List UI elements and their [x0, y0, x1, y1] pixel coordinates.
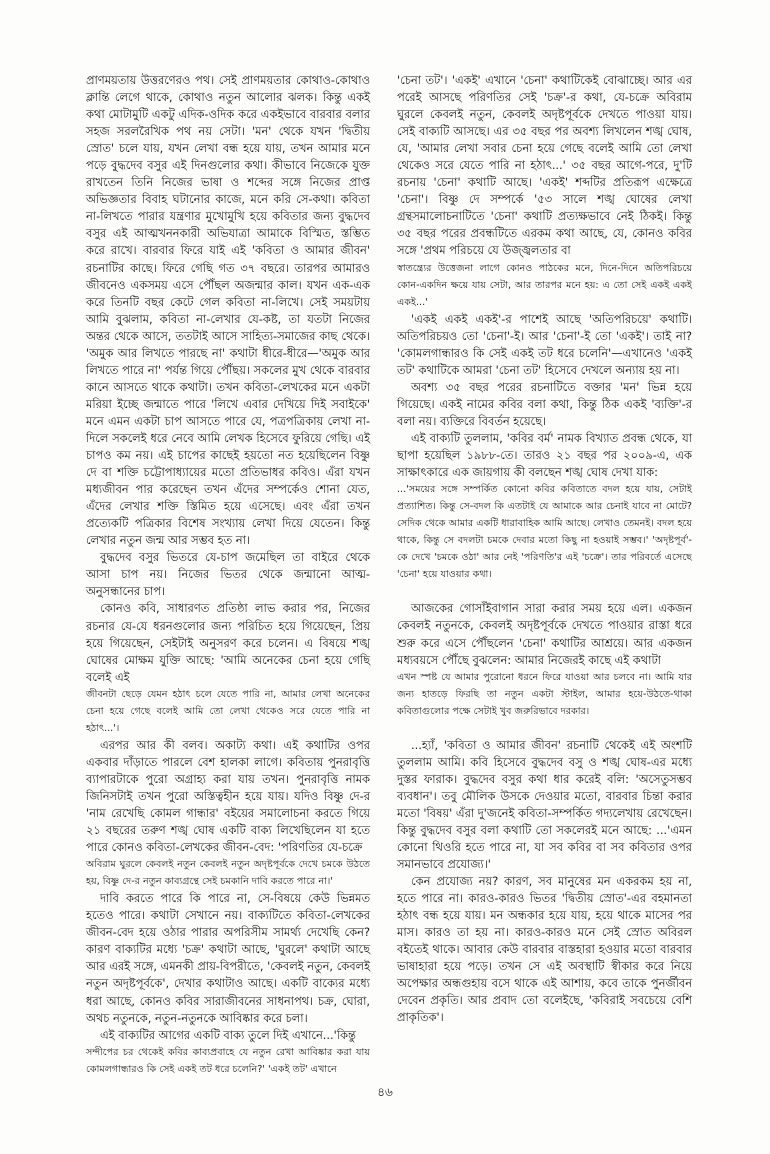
quote-block: স্বাতন্ত্র্যের উত্তেজনা লাগে কোনও পাঠকের মনে, দিনে-দিনে অতিপরিচয়ে কোন-একদিন ক্ষয়ে যায় সেটা, আর তারপর মনে হয়: এ তো সেই একই একই একই...' — [397, 262, 692, 308]
paragraph: কোনও কবি, সাধারণত প্রতিষ্ঠা লাভ করার পর, নিজের রচনার যে-যে ধরনগুলোর জন্য পরিচিত হয়ে গিয়েছেন, প্রিয় হয়ে গিয়েছেন, সেইটাই অনুসরণ করে চলেন। এ বিষয়ে শঙ্খ ঘোষের মোক্ষম যুক্তি আছে: 'আমি অনেকের চেনা হয়ে গেছি বলেই এই — [86, 601, 370, 684]
left-column — [86, 72, 370, 1078]
quote-block: এখন স্পষ্ট যে আমার পুরোনো ধরনে ফিরে যাওয়া আর চলবে না। আমি যার জন্য হাতড়ে ফিরছি তা নতুন একটা স্টাইল, আমার হয়ে-উঠতে-থাকা কবিতাগুলোর পক্ষে সেটাই খুব জরুরিভাবে দরকার। — [397, 671, 692, 717]
quote-block: সন্দীপের চর থেকেই কবির কাব্যপ্রবাহে যে নতুন রেখা আবিষ্কার করা যায় কোমলগান্ধারও কি সেই একই তট ধরে চলেনি?' 'একই তট' এখানে — [86, 1046, 370, 1075]
paragraph: ...হ্যাঁ, 'কবিতা ও আমার জীবন' রচনাটি থেকেই এই অংশটি তুললাম আমি। কবি হিসেবে বুদ্ধদেব বসু ও শঙ্খ ঘোষ-এর মধ্যে দুস্তর ফারাক। বুদ্ধদেব বসুর কথা ধার করেই বলি: 'অসেতুসম্ভব ব্যবধান'। তবু মৌলিক উসকে দেওয়ার মতো, বারবার চিন্তা করার মতো 'বিষয়' এঁরা দু'জনেই কবিতা-সম্পর্কিত গদ্যলেখায় রেখেছেন। কিন্তু বুদ্ধদেব বসুর বলা কথাটি তো সকলেরই মনে আছে: ...'এমন কোনো থিওরি হতে পারে না, যা সব কবির বা সব কবিতার ওপর সমানভাবে প্রযোজ্য।' — [397, 737, 692, 872]
right-column — [397, 72, 692, 1027]
quote-block: জীবনটা ছেড়ে যেমন হঠাৎ চলে যেতে পারি না, আমার লেখা অনেকের চেনা হয়ে গেছে বলেই আমি তো লেখা থেকেও সরে যেতে পারি না হঠাৎ...'। — [86, 688, 370, 734]
page-number: ৪৬ — [377, 1085, 393, 1099]
paragraph: কেন প্রযোজ্য নয়? কারণ, সব মানুষের মন একরকম হয় না, হতে পারে না। কারও-কারও ভিতর 'দ্বিতীয় স্রোত'-এর বহমানতা হঠাৎ বন্ধ হয়ে যায়। মন অন্ধকার হয়ে যায়, হয়ে থাকে মাসের পর মাস। কারও তা হয় না। কারও-কারও মনে সেই স্রোত অবিরল বইতেই থাকে। আবার কেউ বারবার বাস্তহারা হওয়ার মতো বারবার ভাষাহারা হয়ে পড়ে। তখন সে এই অবস্থাটি স্বীকার করে নিয়ে অপেক্ষার অন্ধগুহায় বসে থাকে এই আশায়, কবে তাকে পুনর্জীবন দেবেন প্রকৃতি। আর প্রবাদ তো বলেইছে, 'কবিরাই সবচেয়ে বেশি প্রাকৃতিক'। — [397, 874, 692, 1025]
paragraph: অবশ্য ৩৫ বছর পরের রচনাটিতে বক্তার 'মন' ভিন্ন হয়ে গিয়েছে। একই নামের কবির বলা কথা, কিন্তু ঠিক একই 'ব্যক্তি'-র বলা নয়। ব্যক্তিরে বিবর্তন হয়েছে। — [397, 379, 692, 428]
paragraph: বুদ্ধদেব বসুর ভিতরে যে-চাপ জমেছিল তা বাইরে থেকে আসা চাপ নয়। নিজের ভিতর থেকে জন্মানো আত্ম-অনুসন্ধানের চাপ। — [86, 550, 370, 599]
paragraph: দাবি করতে পারে কি পারে না, সে-বিষয়ে কেউ ভিন্নমত হতেও পারে। কথাটা সেখানে নয়। বাক্যটিতে কবিতা-লেখকের জীবন-বেদ হয়ে ওঠার পারার অপরিসীম সামর্থ্য দেখেছি কেন? কারণ বাক্যটির মধ্যে 'চক্র' কথাটা আছে, 'ঘুরলে' কথাটা আছে আর এরই সঙ্গে, এমনকী প্রায়-বিপরীতে, 'কেবলই নতুন, কেবলই নতুন অদৃষ্টপূর্বকে', দেখার কথাটাও আছে। একটি বাক্যের মধ্যে ধরা আছে, কোনও কবির সারাজীবনের সাধনাপথ। চক্র, ঘোরা, অথচ নতুনকে, নতুন-নতুনকে আবিষ্কার করে চলা। — [86, 891, 370, 1025]
paragraph: 'একই একই একই'-র পাশেই আছে 'অতিপরিচয়ে' কথাটি। অতিপরিচয়ও তো 'চেনা'-ই। আর 'চেনা'-ই তো 'একই'। তাই না? 'কোমলগান্ধারও কি সেই একই তট ধরে চলেনি'—এখানেও 'একই তট' কথাটিকে আমরা 'চেনা তট' হিসেবে দেখলে অন্যায় হয় না। — [397, 311, 692, 377]
paragraph: 'চেনা তট'। 'একই' এখানে 'চেনা' কথাটিকেই বোঝাচ্ছে। আর এর পরেই আসছে পরিণতির সেই 'চক্র'-র কথা, যে-চক্রে অবিরাম ঘুরলে কেবলই নতুন, কেবলই অদৃষ্টপূর্বকে দেখতে পাওয়া যায়। সেই বাক্যটি আসছে। এর ৩৫ বছর পর অবশ্য লিখলেন শঙ্খ ঘোষ, যে, 'আমার লেখা সবার চেনা হয়ে গেছে বলেই আমি তো লেখা থেকেও সরে যেতে পারি না হঠাৎ...' ৩৫ বছর আগে-পরে, দু'টি রচনায় 'চেনা' কথাটি আছে। 'একই' শব্দটির প্রতিরূপ এক্ষেত্রে 'চেনা'। বিষ্ণু দে সম্পর্কে '৫৩ সালে শঙ্খ ঘোষের লেখা গ্রন্থসমালোচনাটিতে 'চেনা' কথাটি প্রত্যক্ষভাবে নেই ঠিকই। কিন্তু ৩৫ বছর পরের প্রবন্ধটিতে এরকম কথা আছে, যে, কোনও কবির সঙ্গে 'প্রথম পরিচয়ে যে উজ্জ্বলতার বা — [397, 73, 692, 258]
paragraph: এই বাক্যটি তুললাম, 'কবির বর্ম' নামক বিখ্যাত প্রবন্ধ থেকে, যা ছাপা হয়েছিল ১৯৮৮-তে। তারও ২১ বছর পর ২০০৯-এ, এক সাক্ষাৎকারে এক জায়গায় কী বলছেন শঙ্খ ঘোষ দেখা যাক: — [397, 430, 692, 480]
quote-block: অবিরাম ঘুরলে কেবলই নতুন কেবলই নতুন অদৃষ্টপূর্বকে দেখে চমকে উঠতে হয়, বিষ্ণু দে-র নতুন কাব্যগ্রন্থে সেই চমকানি দাবি করতে পারে না।' — [86, 859, 370, 888]
paragraph: এরপর আর কী বলব। অকাট্য কথা। এই কথাটির ওপর একবার দাঁড়াতে পারলে বেশ হালকা লাগে। কবিতায় পুনরাবৃত্তি ব্যাপারটাকে পুরো অগ্রাহ্য করা যায় তখন। পুনরাবৃত্তি নামক জিনিসটাই তখন পুরো অস্তিত্বহীন হয়ে যায়। যদিও বিষ্ণু দে-র 'নাম রেখেছি কোমল গান্ধার' বইয়ের সমালোচনা করতে গিয়ে ২১ বছরের তরুণ শঙ্খ ঘোষ একটি বাক্য লিখেছিলেন যা হতে পারে কোনও কবিতা-লেখকের জীবন-বেদ: 'পরিণতির যে-চক্রে — [86, 737, 370, 855]
paragraph: প্রাণময়তায় উত্তরণেরও পথ। সেই প্রাণময়তার কোথাও-কোথাও ক্লান্তি লেগে থাকে, কোথাও নতুন আলোর ঝলক। কিন্তু একই কথা মোটামুটি একটু এদিক-ওদিক করে একইভাবে বারবার বলার সহজ সরলরৈখিক পথ নয় সেটা। 'মন' থেকে যখন 'দ্বিতীয় স্রোত' চলে যায়, যখন লেখা বন্ধ হয়ে যায়, তখন আমার মনে পড়ে বুদ্ধদেব বসুর এই দিনগুলোর কথা। কীভাবে নিজেকে যুক্ত রাখতেন তিনি নিজের ভাষা ও শব্দের সঙ্গে নিজের প্রাপ্ত অভিজ্ঞতার বিবাহ ঘটানোর কাজে, মনে করি সে-কথা। কবিতা না-লিখতে পারার যন্ত্রণার মুখোমুখি হয়ে কবিতার জন্য বুদ্ধদেব বসুর এই আত্মখননকারী অভিযাত্রা আমাকে বিস্মিত, স্তম্ভিত করে রাখে। বারবার ফিরে যাই এই 'কবিতা ও আমার জীবন' রচনাটির কাছে। ফিরে গেছি গত ৩৭ বছরে। তারপর আমারও জীবনেও একসময় এসে পৌঁছল অজন্মার কাল। যখন এক-এক করে তিনটি বছর কেটে গেল কবিতা না-লিখে। সেই সময়টায় আমি বুঝলাম, কবিতা না-লেখার যে-কষ্ট, তা যতটা নিজের অন্তর থেকে আসে, ততটাই আসে সাহিত্য-সমাজের কাছ থেকে। 'অমুক আর লিখতে পারছে না' কথাটা ধীরে-ধীরে—'অমুক আর লিখতে পারে না' পর্যন্ত গিয়ে পৌঁছয়। সকলের মুখ থেকে বারবার কানে আসতে থাকে কথাটা। তখন কবিতা-লেখকের মনে একটা মরিয়া ইচ্ছে জন্মাতে পারে 'লিখে এবার দেখিয়ে দিই সবাইকে' মনে এমন একটা চাপ আসতে পারে যে, পত্রপত্রিকায় লেখা না-দিলে সকলেই ধরে নেবে আমি লেখক হিসেবে ফুরিয়ে গেছি। এই চাপও কম নয়। এই চাপের কাছেই হয়তো নত হয়েছিলেন বিষ্ণু দে বা শক্তি চট্টোপাধ্যায়ের মতো প্রতিভাধর কবিও। এঁরা যখন মধ্যজীবন পার করেছেন তখন এঁদের সম্পর্কেও শোনা যেত, এঁদের লেখার শক্তি স্তিমিত হয়ে এসেছে। এবং এঁরা তখন প্রত্যেকটি পত্রিকার বিশেষ সংখ্যায় লেখা দিয়ে যেতেন। কিন্তু লেখার নতুন জন্ম আর সম্ভব হত না। — [86, 73, 370, 548]
paragraph: আজকের গোসাঁইবাগান সারা করার সময় হয়ে এল। একজন কেবলই নতুনকে, কেবলই অদৃষ্টপূর্বকে দেখতে পাওয়ার রাস্তা ধরে শুরু করে এসে পৌঁছলেন 'চেনা' কথাটির আশ্রয়ে। আর একজন মধ্যবয়সে পৌঁছে বুঝলেন: আমার নিজেরই কাছে এই কথাটা — [397, 601, 692, 667]
paragraph: এই বাক্যটির আগের একটি বাক্য তুলে দিই এখানে...'কিন্তু — [100, 1027, 356, 1042]
quote-block: ...'সময়ের সঙ্গে সম্পর্কিত কোনো কবির কবিতাতে বদল হয়ে যায়, সেটাই প্রত্যাশিত। কিন্তু সে-বদল কি এতটাই যে আমাকে আর চেনাই যাবে না মোটে? সেদিক থেকে আমার একটি ধারাবাহিক আমি আছে। লেখাও তেমনই। বদল হয়ে থাকে, কিন্তু সে বদলটা চমকে দেবার মতো কিছু না হওয়াই সম্ভব।' 'অদৃষ্টপূর্ব'-কে দেখে 'চমকে ওঠা' আর নেই 'পরিণতি'র এই 'চক্রে'। তার পরিবর্তে এসেছে 'চেনা' হয়ে যাওয়ার কথা। — [397, 484, 692, 581]
